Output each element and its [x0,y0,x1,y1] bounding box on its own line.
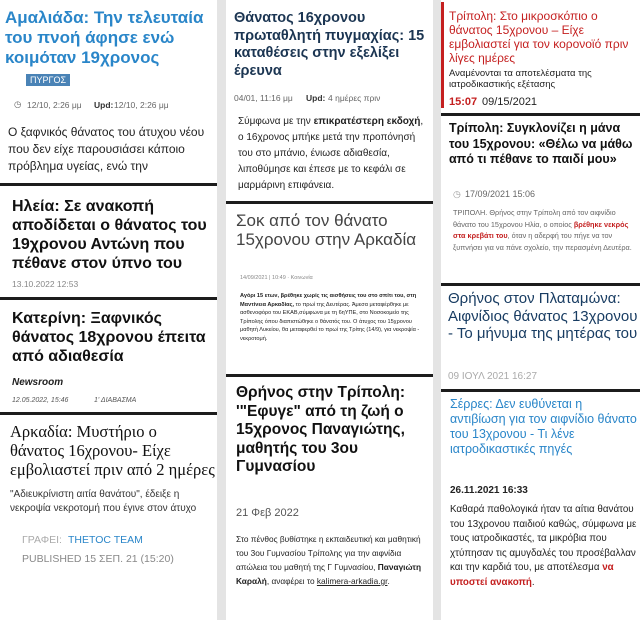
article-headline[interactable]: Τρίπολη: Στο μικροσκόπιο ο θάνατος 15χρονου – Είχε εμβολιαστεί για τον κορονοϊό πριν λίγες ημέρες [449,9,629,65]
writer-label: ΓΡΑΦΕΙ: [22,534,62,546]
article-headline[interactable]: Τρίπολη: Συγκλονίζει η μάνα του 15χρονου: «Θέλω να μάθω από τι πέθανε το παιδί μου» [449,121,633,166]
published-date: 14/09/2021 | 10:49 · Κοινωνία [240,275,313,281]
collage-column-3 [441,0,640,620]
article-excerpt: ΤΡΙΠΟΛΗ. Θρήνος στην Τρίπολη από τον αιφνίδιο θάνατο του 15χρονου Ηλία, ο οποίος βρέθηκε νεκρός στα κρεβάτι του, όταν η αδερφή του πήγε να τον ξυπνήσει για να πάνε σχολείο, την περασμένη Δευτέρα. [453,208,632,252]
clock-icon: ◷ [453,189,461,199]
news-clipping [0,187,217,287]
article-headline[interactable]: Θάνατος 16χρονου πρωταθλητή πυγμαχίας: 15 καταθέσεις στην εξελίξει έρευνα [234,10,425,79]
article-headline[interactable]: Αμαλιάδα: Την τελευταία του πνοή άφησε ενώ κοιμόταν 19χρονος [5,8,204,67]
source-name[interactable]: Newsroom [12,377,64,388]
writer-name[interactable]: THETOC TEAM [68,534,143,546]
published-date: 04/01, 11:16 μμ [234,93,293,103]
news-clipping [226,205,433,373]
published-date: PUBLISHED 15 ΣΕΠ. 21 (15:20) [22,553,174,565]
article-excerpt: Σύμφωνα με την επικρατέστερη εκδοχή, ο 16χρονος μπήκε μετά την προπόνησή του στο μπάνιο, ένιωσε αδιαθεσία, λιποθύμησε και έπεσε με το κεφάλι σε μαρμάρινη επιφάνεια. [238,116,424,191]
published-date: 13.10.2022 12:53 [12,279,79,287]
news-clipping [0,301,217,411]
article-headline[interactable]: Σέρρες: Δεν ευθύνεται η αντιβίωση για τον αιφνίδιο θάνατο του 13χρονου - Τι λένε ιατροδικαστικές πηγές [450,397,637,456]
news-clipping [226,0,433,198]
article-excerpt: Αναμένονται τα αποτελέσματα της ιατροδικαστικής εξέτασης [449,68,592,90]
news-clipping [441,393,640,620]
clock-icon: ◷ [14,99,22,109]
article-excerpt: "Αδιευκρίνιστη αιτία θανάτου", έδειξε η νεκροψία νεκροτομή που έγινε στον άτυχο [10,489,197,514]
divider [0,183,217,186]
published-date: 09/15/2021 [482,96,538,108]
news-clipping [441,117,640,282]
news-clipping [441,287,640,387]
published-date: 21 Φεβ 2022 [236,507,299,519]
article-headline[interactable]: Κατερίνη: Ξαφνικός θάνατος 18χρονου έπειτα από αδιαθεσία [12,310,206,365]
reading-time: 1' ΔΙΑΒΑΣΜΑ [94,397,137,404]
article-excerpt: Αγόρι 15 ετων, βρέθηκε χωρίς τις αισθήσεις του στο σπίτι του, στη Μαντίνεια Αρκαδίας, το πρωί της Δευτέρας. Άμεσα μεταφέρθηκε με ασθενοφόρο του ΕΚΑΒ,σύμφωνα με τη 6ηΥΠΕ, στο Νοσοκομείο της Τρίπολης όπου διαπιστώθηκε ο θάνατός του. Ο άτυχος του 15χρονου μαθητή Λυκείου, θα μεταφερθεί το πρωί της Τρίτης (14/9), για νεκροψία - νεκροτομή. [240,293,420,342]
category-badge[interactable]: ΠΥΡΓΟΣ [26,74,70,86]
article-excerpt: Στο πένθος βυθίστηκε η εκπαιδευτική και μαθητική του 3ου Γυμνασίου Τρίπολης για την αιφνίδια απώλεια του μαθητή της Γ Γυμνασίου, Παναγιώτη Καραλή, αναφέρει το kalimera-arkadia.gr. [236,534,422,586]
published-date: 12.05.2022, 15:46 [12,397,69,404]
article-headline[interactable]: Θρήνος στην Τρίπολη: '"Εφυγε" από τη ζωή ο 15χρονος Παναγιώτης, μαθητής του 3ου Γυμνασίου [236,384,406,475]
divider [0,297,217,300]
updated-date: 4 ημέρες πριν [328,93,381,103]
divider [226,201,433,204]
article-headline[interactable]: Θρήνος στον Πλαταμώνα: Αιφνίδιος θάνατος 13χρονου - Το μήνυμα της μητέρας του [448,290,638,342]
published-time: 15:07 [449,96,478,108]
accent-bar [441,2,444,108]
divider [441,283,640,286]
article-headline[interactable]: Αρκαδία: Μυστήριο ο θάνατος 16χρονου- Είχε εμβολιαστεί πριν από 2 ημέρες [10,422,215,479]
article-excerpt: Ο ξαφνικός θάνατος του άτυχου νέου που δεν είχε παρουσιάσει κάποιο πρόβλημα υγείας, ενώ την [8,125,205,173]
divider [0,412,217,415]
updated-label: Upd: [306,93,326,103]
published-date: 17/09/2021 15:06 [465,189,536,199]
divider [441,113,640,116]
column-gap [217,0,226,620]
news-clipping [0,416,217,620]
news-clipping [0,0,217,180]
source-link[interactable]: kalimera-arkadia.gr [316,576,388,586]
collage-column-2 [226,0,433,620]
column-gap [433,0,441,620]
divider [441,389,640,392]
published-date: 12/10, 2:26 μμ [27,100,82,110]
article-headline[interactable]: Σοκ από τον θάνατο 15χρονου στην Αρκαδία [236,211,417,249]
updated-label: Upd: [94,100,114,110]
collage-column-1 [0,0,217,620]
news-clipping [226,378,433,620]
published-date: 09 ΙΟΥΛ 2021 16:27 [448,371,538,382]
divider [226,374,433,377]
article-excerpt: Καθαρά παθολογικά ήταν τα αίτια θανάτου του 13χρονου παιδιού καθώς, σύμφωνα με τους ιατροδικαστές, τα μικρόβια που χτύπησαν τις αμυγδαλές του προσέβαλλαν και την καρδιά του, με αποτέλεσμα να υποστεί ανακοπή. [450,504,637,588]
updated-date: 12/10, 2:26 μμ [114,100,169,110]
news-clipping [441,0,640,112]
published-date: 26.11.2021 16:33 [450,485,528,496]
article-headline[interactable]: Ηλεία: Σε ανακοπή αποδίδεται ο θάνατος του 19χρονου Αντώνη που πέθανε στον ύπνο του [12,198,207,272]
